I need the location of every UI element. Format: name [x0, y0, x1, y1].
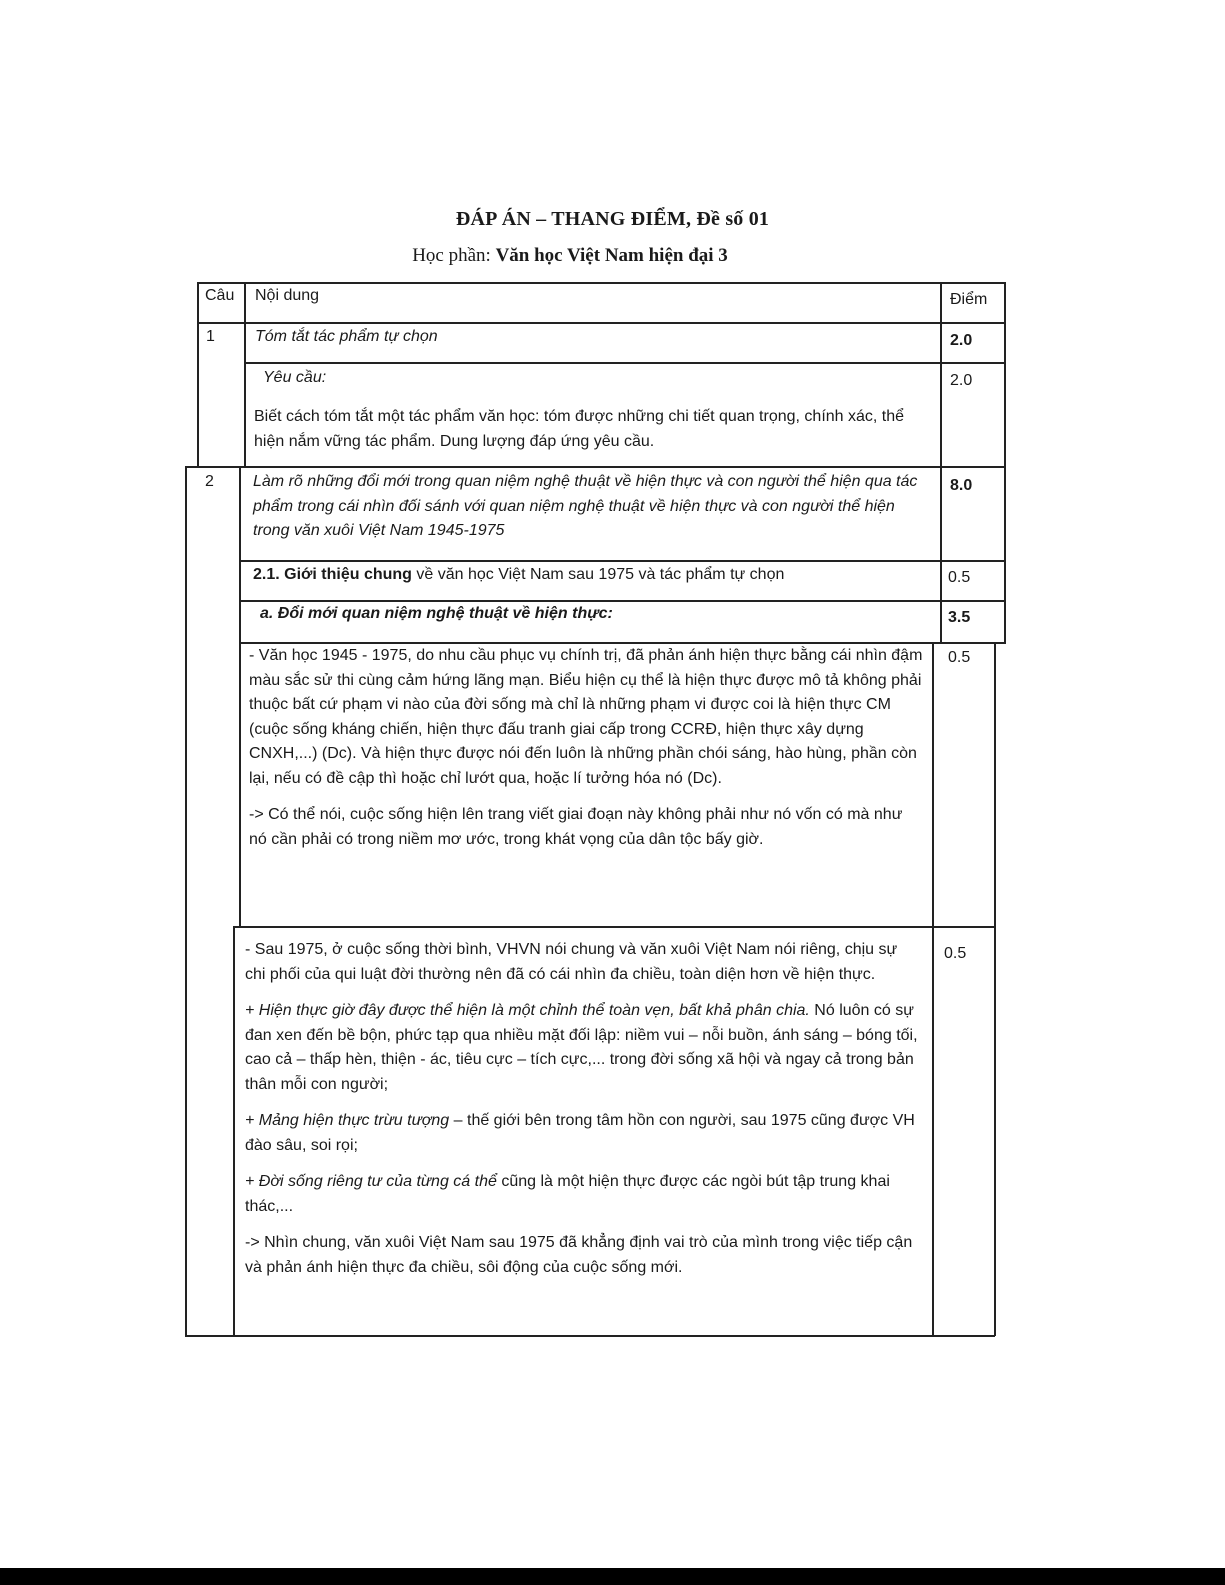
s21-rest: về văn học Việt Nam sau 1975 và tác phẩm tự chọn — [411, 566, 785, 583]
table-border-bottom — [185, 1335, 995, 1337]
table-border-left — [197, 282, 199, 467]
q2-block-1 — [249, 644, 924, 864]
row-divider-q1-end — [185, 466, 1005, 468]
page-subtitle — [0, 245, 1140, 267]
q2-section-2-1 — [253, 563, 933, 588]
p6-rest: cũng là một hiện thực được các ngòi bút tập trung khai thác,... — [245, 1173, 890, 1215]
col-divider-question — [244, 282, 246, 467]
q2-paragraph-2: -> Có thể nói, cuộc sống hiện lên trang viết giai đoạn này không phải như nó vốn có mà như nó cần phải có trong niềm mơ ước, trong khát vọng của dân tộc bấy giờ. — [249, 806, 903, 848]
q2-block-1-score: 0.5 — [948, 649, 971, 666]
col-divider-score — [940, 282, 942, 644]
q2-paragraph-4 — [245, 999, 921, 1097]
row-divider-q1-title — [244, 362, 1005, 364]
q2-section-2-1-score: 0.5 — [948, 569, 971, 586]
q2-paragraph-5 — [245, 1109, 921, 1158]
header-score: Điểm — [950, 291, 988, 308]
q2-paragraph-7: -> Nhìn chung, văn xuôi Việt Nam sau 1975 đã khẳng định vai trò của mình trong việc tiếp cận và phản ánh hiện thực đa chiều, sôi động của cuộc sống mới. — [245, 1234, 913, 1276]
q2-paragraph-6 — [245, 1170, 921, 1219]
col-divider-score-lower — [932, 644, 934, 1336]
p5-rest: – thế giới bên trong tâm hồn con người, sau 1975 cũng được VH đào sâu, soi rọi; — [245, 1112, 915, 1154]
p5-italic: + Mảng hiện thực trừu tượng — [245, 1112, 450, 1129]
subtitle-prefix: Học phần: — [412, 245, 496, 266]
p6-italic: + Đời sống riêng tư của từng cá thể — [245, 1173, 497, 1190]
row-divider-q2-title — [239, 560, 1005, 562]
q2-block-2 — [245, 938, 921, 1292]
p4-rest: Nó luôn có sự đan xen đến bề bộn, phức tạp qua nhiều mặt đối lập: niềm vui – nỗi buồn, ánh sáng – bóng tối, cao cả – thấp hèn, thiện - ác, tiêu cực – tích cực,... trong đời sống xã hội và ngay cả trong bản thân mỗi con người; — [245, 1002, 918, 1093]
q2-heading-a-score: 3.5 — [948, 609, 971, 626]
table-border-right-lower — [994, 644, 996, 1336]
q1-title-score: 2.0 — [950, 332, 973, 349]
col-divider-question-bottom — [233, 926, 235, 1336]
q2-title-score: 8.0 — [950, 477, 973, 494]
col-divider-question-lower — [239, 466, 241, 926]
subtitle-course: Văn học Việt Nam hiện đại 3 — [495, 245, 728, 266]
scan-edge — [0, 1568, 1225, 1585]
row-divider-header — [197, 322, 1005, 324]
row-divider-p1 — [233, 926, 995, 928]
q2-heading-a: a. Đổi mới quan niệm nghệ thuật về hiện thực: — [260, 605, 613, 622]
q2-paragraph-3: - Sau 1975, ở cuộc sống thời bình, VHVN nói chung và văn xuôi Việt Nam nói riêng, chịu sự chi phối của qui luật đời thường nên đã có cái nhìn đa chiều, toàn diện hơn về hiện thực. — [245, 941, 898, 983]
s21-bold: 2.1. Giới thiệu chung — [253, 566, 412, 583]
q1-requirement-score: 2.0 — [950, 372, 973, 389]
header-content: Nội dung — [255, 287, 320, 304]
q1-number: 1 — [206, 328, 215, 345]
header-question: Câu — [205, 287, 235, 304]
q1-requirement-label: Yêu cầu: — [263, 369, 327, 386]
page-title: ĐÁP ÁN – THANG ĐIỂM, Đề số 01 — [455, 208, 770, 230]
q1-requirement-text: Biết cách tóm tắt một tác phẩm văn học: tóm được những chi tiết quan trọng, chính xác, thể hiện nắm vững tác phẩm. Dung lượng đáp ứng yêu cầu. — [254, 408, 905, 450]
q2-title: Làm rõ những đổi mới trong quan niệm nghệ thuật về hiện thực và con người thể hiện qua tác phẩm trong cái nhìn đối sánh với quan niệm nghệ thuật về hiện thực và con người thể hiện trong văn xuôi Việt Nam 1945-1975 — [253, 473, 918, 539]
table-border-left-lower — [185, 466, 187, 1336]
q1-title: Tóm tắt tác phẩm tự chọn — [255, 328, 438, 345]
q2-paragraph-1: - Văn học 1945 - 1975, do nhu cầu phục vụ chính trị, đã phản ánh hiện thực bằng cái nhìn đậm màu sắc sử thi cùng cảm hứng lãng mạn. Biểu hiện cụ thể là hiện thực được mô tả không phải thuộc bất cứ phạm vi nào của đời sống mà chỉ là những phạm vi được coi là hiện thực CM (cuộc sống kháng chiến, hiện thực đấu tranh giai cấp trong CCRĐ, hiện thực xây dựng CNXH,...) (Dc). Và hiện thực được nói đến luôn là những phần chói sáng, hào hùng, phần còn lại, nếu có đề cập thì hoặc chỉ lướt qua, hoặc lí tưởng hóa nó (Dc). — [249, 647, 923, 787]
q2-block-2-score: 0.5 — [944, 945, 967, 962]
p4-italic: + Hiện thực giờ đây được thể hiện là một chỉnh thể toàn vẹn, bất khả phân chia. — [245, 1002, 810, 1019]
table-border-right — [1004, 282, 1006, 644]
q2-number: 2 — [205, 473, 214, 490]
